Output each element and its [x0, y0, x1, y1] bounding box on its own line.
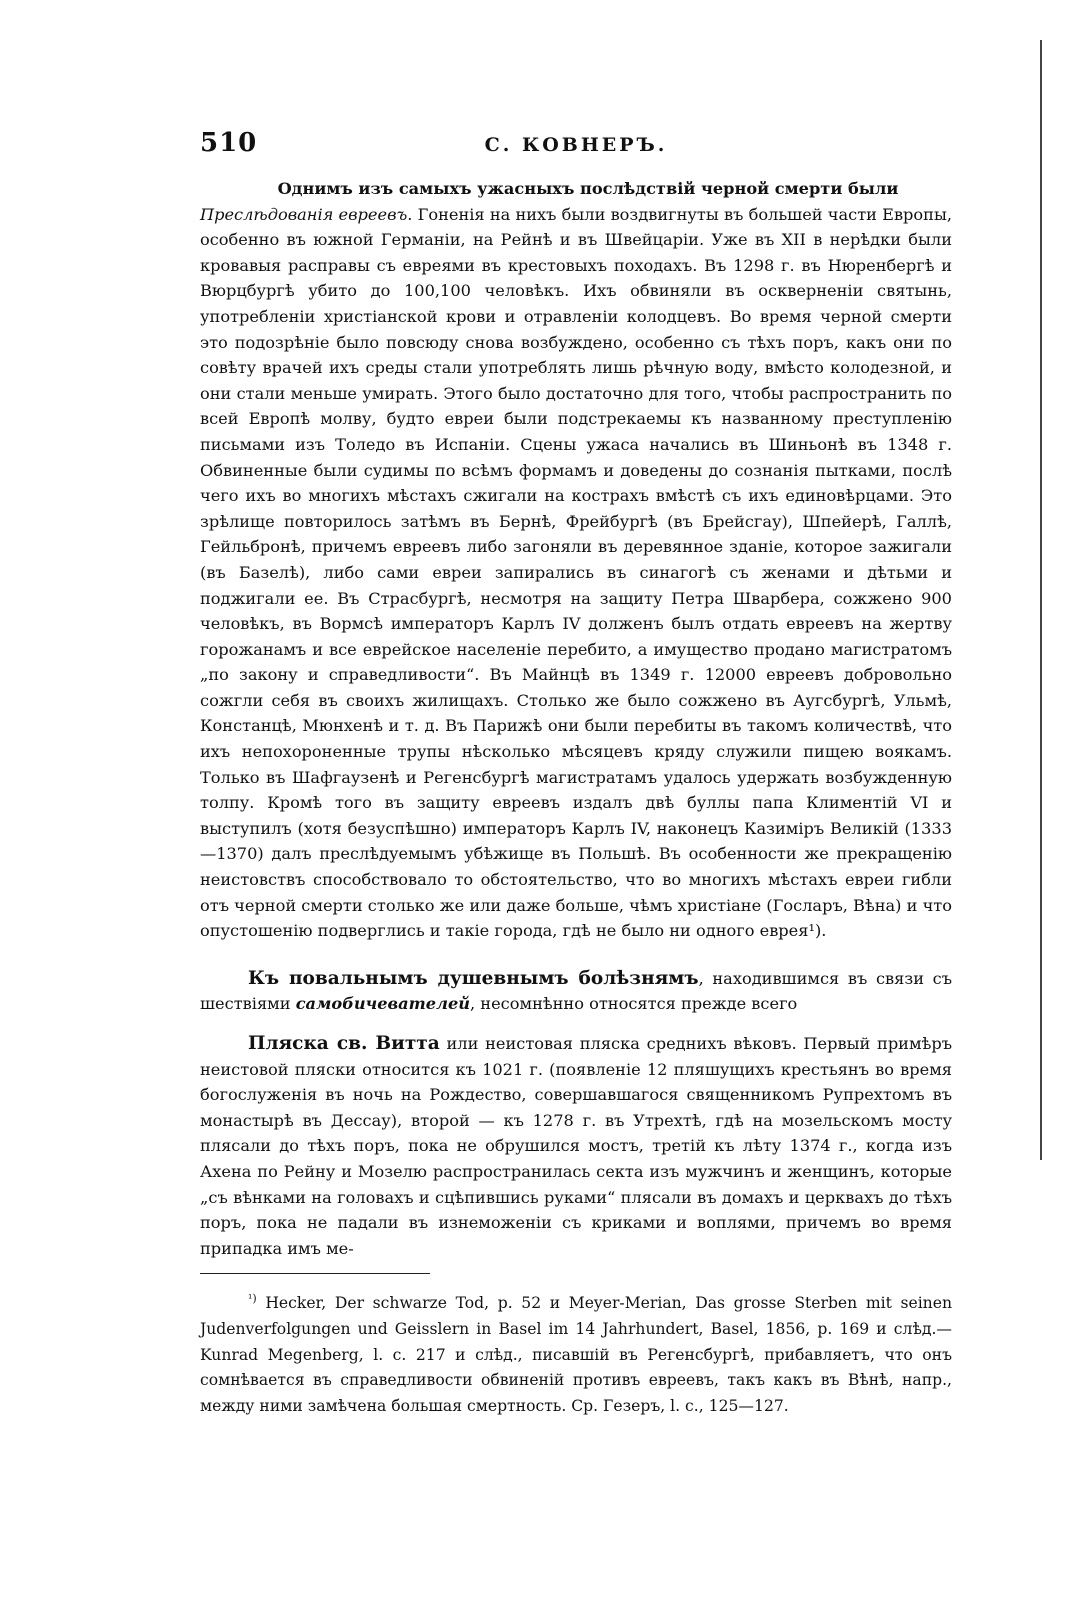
lead-text: Однимъ изъ самыхъ ужасныхъ послѣдствій черной смерти были	[277, 179, 899, 198]
book-page	[200, 128, 952, 1420]
paragraph-st-vitus-dance	[200, 1031, 952, 1261]
paragraph-mental-diseases	[200, 966, 952, 1017]
emphasis-flagellants: самобичевателей	[295, 994, 471, 1014]
paragraph-persecution	[200, 176, 952, 944]
paragraph-body: , несомнѣнно относятся прежде всего	[470, 994, 798, 1014]
emphasis-persecution: Преслѣдованія евреевъ	[200, 204, 408, 224]
margin-rule	[1040, 40, 1042, 1160]
paragraph-lead-line	[200, 176, 952, 202]
paragraph-body: или неистовая пляска среднихъ вѣковъ. Первый примѣръ неистовой пляски относится къ 1021 г. (появленіе 12 пляшущихъ крестьянъ во время богослуженія въ ночь на Рождество, совершавшагося священникомъ Рупрехтомъ въ монастырѣ въ Дессау), второй — къ 1278 г. въ Утрехтѣ, гдѣ на мозельскомъ мосту плясали до тѣхъ поръ, пока не обрушился мостъ, третій къ лѣту 1374 г., когда изъ Ахена по Рейну и Мозелю распространилась секта изъ мужчинъ и женщинъ, которые „съ вѣнками на головахъ и сцѣпившись руками“ плясали въ домахъ и церквахъ до тѣхъ поръ, пока не падали въ изнеможеніи съ криками и воплями, причемъ во время припадка имъ ме-	[200, 1034, 952, 1258]
footnote-text: Hecker, Der schwarze Tod, p. 52 и Meyer-Merian, Das grosse Sterben mit seinen Judenverfolgungen und Geisslern in Basel im 14 Jahrhundert, Basel, 1856, p. 169 и слѣд.—Kunrad Megenberg, l. c. 217 и слѣд., писавшій въ Регенсбургѣ, прибавляетъ, что онъ сомнѣвается въ справедливости обвиненій противъ евреевъ, такъ какъ въ Вѣнѣ, напр., между ними замѣчена большая смертность. Ср. Гезеръ, l. c., 125—127.	[200, 1294, 952, 1415]
paragraph-body: , находившимся въ связи съ шествіями	[200, 968, 953, 1014]
running-head: С. КОВНЕРЪ.	[484, 134, 668, 156]
footnote	[200, 1286, 952, 1419]
page-number: 510	[200, 128, 258, 158]
heading-mental-diseases: Къ повальнымъ душевнымъ болѣзнямъ	[248, 967, 699, 989]
paragraph-body: . Гоненія на нихъ были воздвигнуты въ большей части Европы, особенно въ южной Германіи, на Рейнѣ и въ Швейцаріи. Уже въ XII в нерѣдки были кровавыя расправы съ евреями въ крестовыхъ походахъ. Въ 1298 г. въ Нюренбергѣ и Вюрцбургѣ убито до 100,100 человѣкъ. Ихъ обвиняли въ оскверненіи святынь, употребленіи христіанской крови и отравленіи колодцевъ. Во время черной смерти это подозрѣніе было повсюду снова возбуждено, особенно съ тѣхъ поръ, какъ они по совѣту врачей ихъ среды стали употреблять лишь рѣчную воду, вмѣсто колодезной, и они стали меньше умирать. Этого было достаточно для того, чтобы распространить по всей Европѣ молву, будто евреи были подстрекаемы къ названному преступленію письмами изъ Толедо въ Испаніи. Сцены ужаса начались въ Шиньонѣ въ 1348 г. Обвиненные были судимы по всѣмъ формамъ и доведены до сознанія пытками, послѣ чего ихъ во многихъ мѣстахъ сжигали на кострахъ вмѣстѣ съ ихъ единовѣрцами. Это зрѣлище повторилось затѣмъ въ Бернѣ, Фрейбургѣ (въ Брейсгау), Шпейерѣ, Галлѣ, Гейльбронѣ, причемъ евреевъ либо загоняли въ деревянное зданіе, которое зажигали (въ Базелѣ), либо сами евреи запирались въ синагогѣ съ женами и дѣтьми и поджигали ее. Въ Страсбургѣ, несмотря на защиту Петра Шварбера, сожжено 900 человѣкъ, въ Вормсѣ императоръ Карлъ IV долженъ былъ отдать евреевъ на жертву горожанамъ и все еврейское населеніе перебито, а имущество продано магистратомъ „по закону и справедливости“. Въ Майнцѣ въ 1349 г. 12000 евреевъ добровольно сожгли себя въ своихъ жилищахъ. Столько же было сожжено въ Аугсбургѣ, Ульмѣ, Констанцѣ, Мюнхенѣ и т. д. Въ Парижѣ они были перебиты въ такомъ количествѣ, что ихъ непохороненные трупы нѣсколько мѣсяцевъ кряду служили пищею воякамъ. Только въ Шафгаузенѣ и Регенсбургѣ магистратамъ удалось удержать возбужденную толпу. Кромѣ того въ защиту евреевъ издалъ двѣ буллы папа Климентій VI и выступилъ (хотя безуспѣшно) императоръ Карлъ IV, наконецъ Казиміръ Великій (1333—1370) далъ преслѣдуемымъ убѣжище въ Польшѣ. Въ особенности же прекращенію неистовствъ способствовало то обстоятельство, что во многихъ мѣстахъ евреи гибли отъ черной смерти столько же или даже больше, чѣмъ христіане (Госларъ, Вѣна) и что опустошенію подверглись и такіе города, гдѣ не было ни одного еврея	[200, 204, 952, 941]
footnote-divider	[200, 1273, 430, 1274]
footnote-marker: ¹)	[248, 1292, 257, 1306]
page-header	[200, 128, 952, 168]
footnote-reference: ¹).	[808, 921, 827, 941]
heading-st-vitus-dance: Пляска св. Витта	[248, 1033, 440, 1054]
